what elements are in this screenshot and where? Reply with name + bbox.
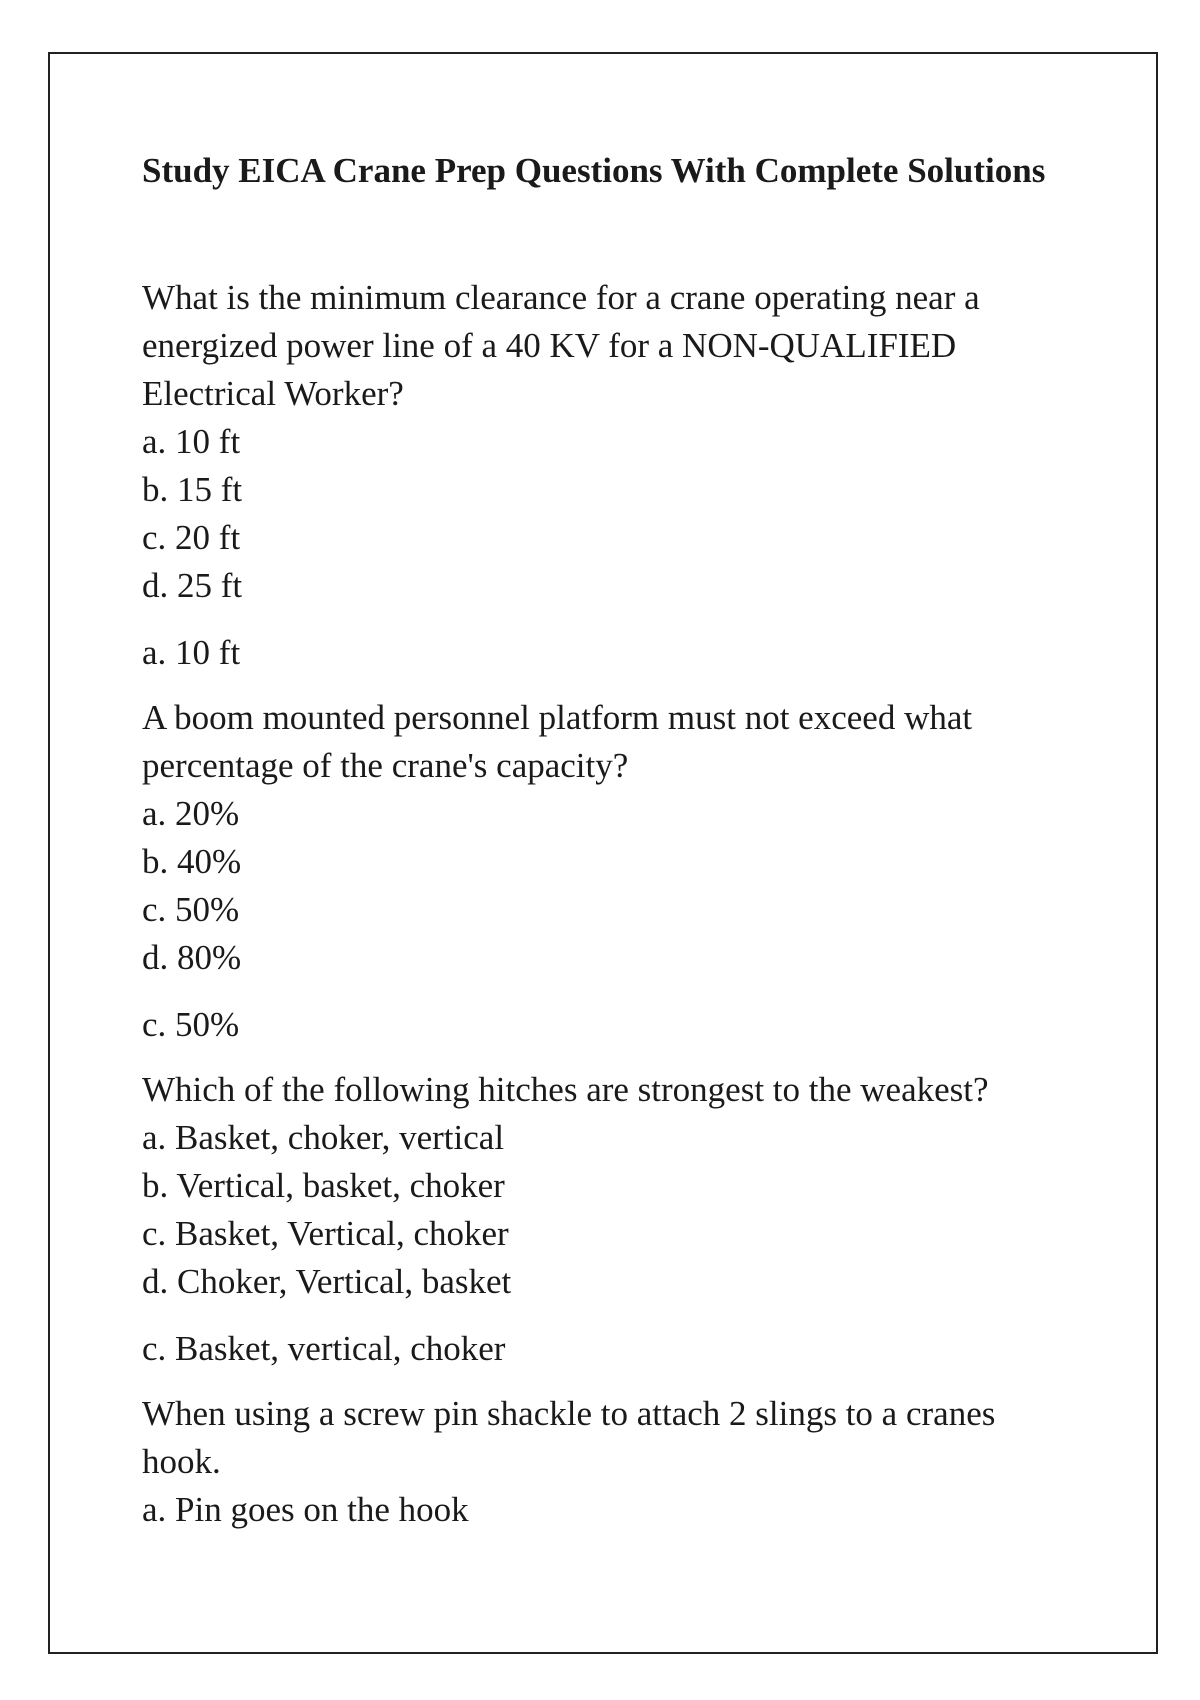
option-item: b. 40% (142, 842, 242, 881)
option-item: a. 20% (142, 794, 240, 833)
option-item: d. 25 ft (142, 566, 243, 605)
option-item: d. 80% (142, 938, 242, 977)
question-block-4 (142, 1390, 1072, 1534)
option-list (142, 418, 1072, 610)
answer-text: a. 10 ft (142, 633, 241, 672)
document-title: Study EICA Crane Prep Questions With Complete Solutions (142, 151, 1046, 190)
answer-text: c. 50% (142, 1005, 240, 1044)
option-item: d. Choker, Vertical, basket (142, 1262, 512, 1301)
question-block-3 (142, 1066, 1072, 1373)
option-list (142, 1486, 1072, 1534)
document-content (142, 150, 1072, 1534)
option-list (142, 790, 1072, 982)
option-item: b. 15 ft (142, 470, 243, 509)
option-item: a. Pin goes on the hook (142, 1490, 469, 1529)
question-block-2 (142, 694, 1072, 1049)
answer-text: c. Basket, vertical, choker (142, 1329, 506, 1368)
option-item: a. Basket, choker, vertical (142, 1118, 505, 1157)
question-block-1 (142, 274, 1072, 677)
option-item: c. 20 ft (142, 518, 241, 557)
option-item: c. Basket, Vertical, choker (142, 1214, 509, 1253)
option-list (142, 1114, 1072, 1306)
question-text: What is the minimum clearance for a crane operating near a energized power line of a 40 KV for a NON-QUALIFIED Electrical Worker? (142, 278, 980, 413)
option-item: a. 10 ft (142, 422, 241, 461)
option-item: b. Vertical, basket, choker (142, 1166, 505, 1205)
question-text: Which of the following hitches are strongest to the weakest? (142, 1070, 989, 1109)
option-item: c. 50% (142, 890, 240, 929)
question-text: When using a screw pin shackle to attach 2 slings to a cranes hook. (142, 1394, 996, 1481)
question-text: A boom mounted personnel platform must not exceed what percentage of the crane's capacity? (142, 698, 973, 785)
